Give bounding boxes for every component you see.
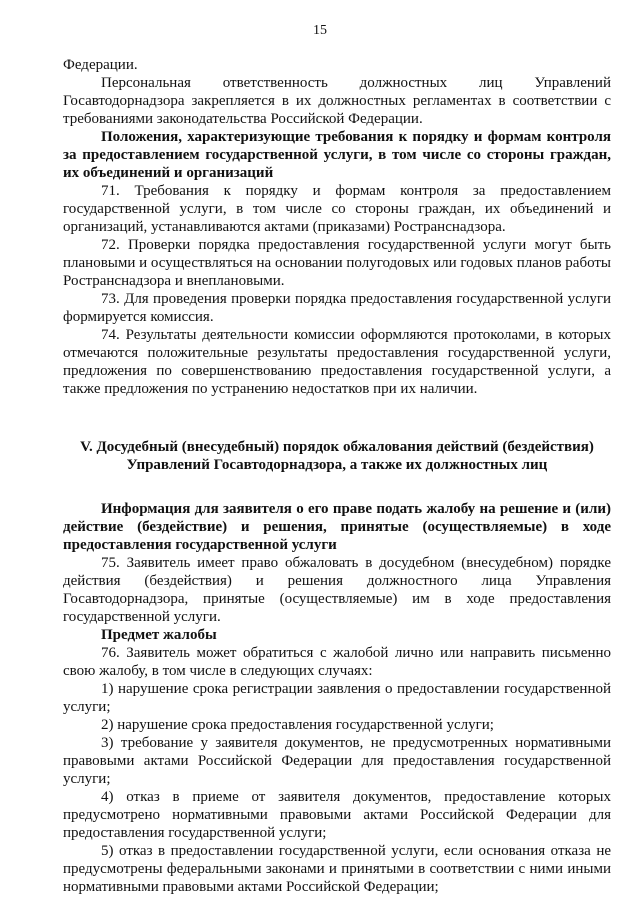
section-title-line1: V. Досудебный (внесудебный) порядок обжалования действий (бездействия) (80, 439, 594, 455)
case-5: 5) отказ в предоставлении государственной услуги, если основания отказа не предусмотрены федеральными законами и принятыми в соответствии с ними иными нормативными правовыми актами Российской Федерации; (63, 843, 611, 895)
case-2: 2) нарушение срока предоставления государственной услуги; (101, 717, 494, 733)
item-72: 72. Проверки порядка предоставления государственной услуги могут быть плановыми и осуществляться на основании полугодовых или годовых планов работы Ространснадзора и внеплановыми. (63, 237, 612, 289)
info-heading: Информация для заявителя о его праве подать жалобу на решение и (или) действие (бездействие) и решения, принятые (осуществляемые) в ходе предоставления государственной услуги (63, 501, 611, 553)
item-74: 74. Результаты деятельности комиссии оформляются протоколами, в которых отмечаются положительные результаты предоставления государственной услуги, предложения по совершенствованию предоставления государственной услуги, а также предложения по устранению недостатков при их наличии. (63, 327, 611, 397)
item-73: 73. Для проведения проверки порядка предоставления государственной услуги формируется комиссия. (63, 291, 611, 325)
item-71: 71. Требования к порядку и формам контроля за предоставлением государственной услуги, в том числе со стороны граждан, их объединений и организаций, устанавливаются актами (приказами) Ространснадзора. (63, 183, 611, 235)
paragraph: Персональная ответственность должностных лиц Управлений Госавтодорнадзора закрепляется в их должностных регламентах в соответствии с требованиями законодательства Российской Федерации. (63, 75, 611, 127)
case-4: 4) отказ в приеме от заявителя документов, предоставление которых предусмотрено нормативными правовыми актами Российской Федерации для предоставления государственной услуги; (63, 789, 611, 841)
paragraph: Федерации. (63, 57, 138, 73)
control-heading: Положения, характеризующие требования к порядку и формам контроля за предоставлением государственной услуги, в том числе со стороны граждан, их объединений и организаций (63, 129, 611, 181)
item-75: 75. Заявитель имеет право обжаловать в досудебном (внесудебном) порядке действия (бездействия) и решения должностного лица Управления Госавтодорнадзора, принятые (осуществляемые) им в ходе предоставления государственной услуги. (63, 555, 611, 625)
page-number: 15 (313, 23, 327, 38)
section-title-line2: Управлений Госавтодорнадзора, а также их должностных лиц (126, 457, 548, 473)
item-76: 76. Заявитель может обратиться с жалобой лично или направить письменно свою жалобу, в том числе в следующих случаях: (63, 645, 611, 679)
document-body (63, 56, 611, 896)
case-3: 3) требование у заявителя документов, не предусмотренных нормативными правовыми актами Российской Федерации для предоставления государственной услуги; (63, 735, 611, 787)
subject-heading: Предмет жалобы (101, 627, 217, 643)
case-1: 1) нарушение срока регистрации заявления о предоставлении государственной услуги; (63, 681, 611, 715)
